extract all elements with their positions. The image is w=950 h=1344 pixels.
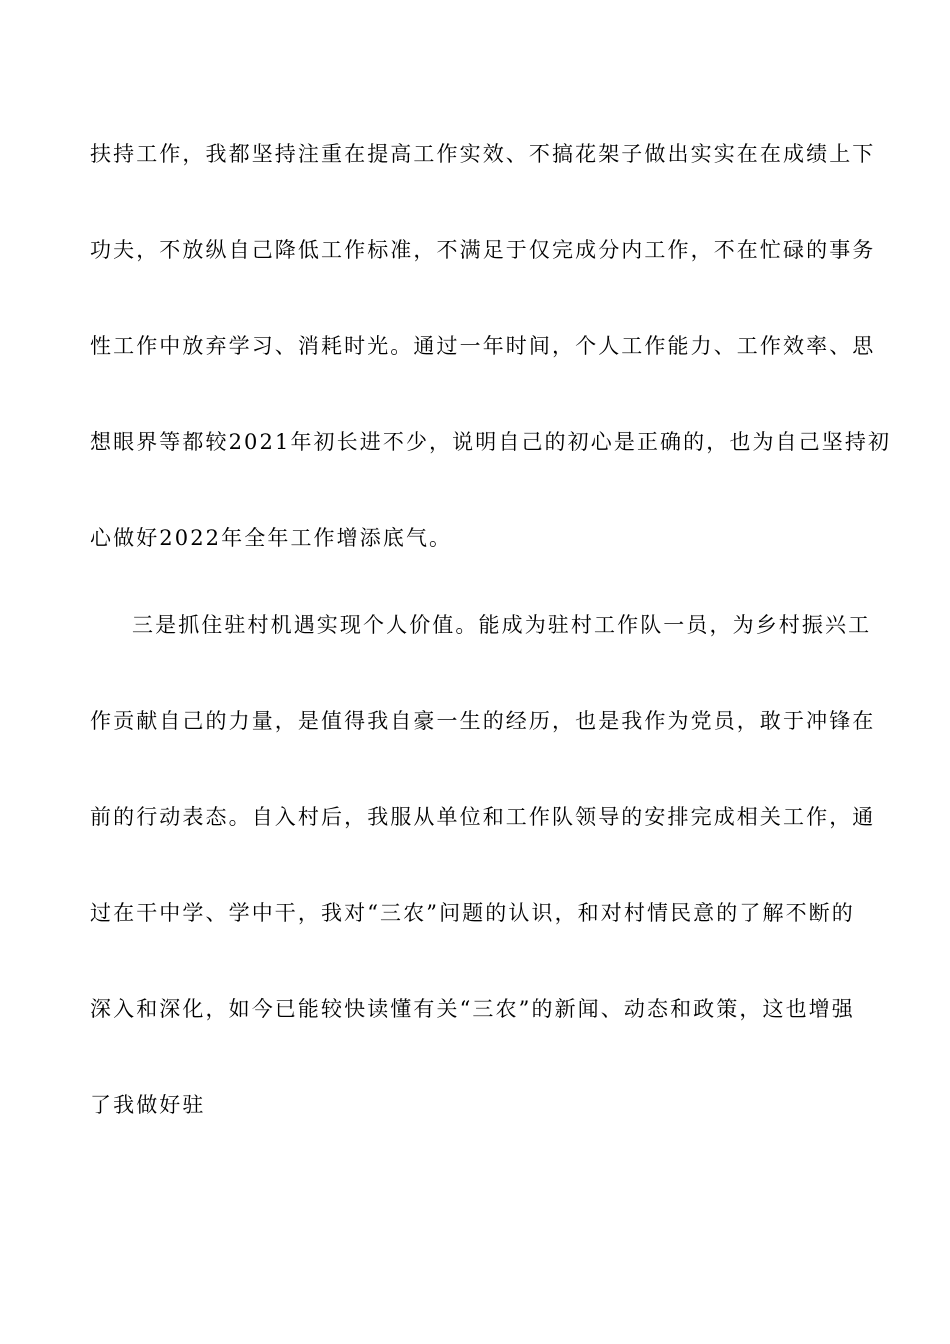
paragraph-start-line: 三是抓住驻村机遇实现个人价值。能成为驻村工作队一员，为乡村振兴工 xyxy=(132,613,872,637)
text-line: 功夫，不放纵自己降低工作标准，不满足于仅完成分内工作，不在忙碌的事务 xyxy=(90,238,876,262)
text-line: 深入和深化，如今已能较快读懂有关“三农”的新闻、动态和政策，这也增强 xyxy=(90,997,855,1021)
text-line: 作贡献自己的力量，是值得我自豪一生的经历，也是我作为党员，敢于冲锋在 xyxy=(90,709,876,733)
text-line: 过在干中学、学中干，我对“三农”问题的认识，和对村情民意的了解不断的 xyxy=(90,901,855,925)
text-line: 前的行动表态。自入村后，我服从单位和工作队领导的安排完成相关工作，通 xyxy=(90,805,876,829)
text-line: 了我做好驻 xyxy=(90,1093,206,1117)
text-line: 扶持工作，我都坚持注重在提高工作实效、不搞花架子做出实实在在成绩上下 xyxy=(90,142,876,166)
text-line: 想眼界等都较2021年初长进不少，说明自己的初心是正确的，也为自己坚持初 xyxy=(90,430,892,454)
text-line: 性工作中放弃学习、消耗时光。通过一年时间，个人工作能力、工作效率、思 xyxy=(90,334,876,358)
text-line: 心做好2022年全年工作增添底气。 xyxy=(90,526,453,550)
